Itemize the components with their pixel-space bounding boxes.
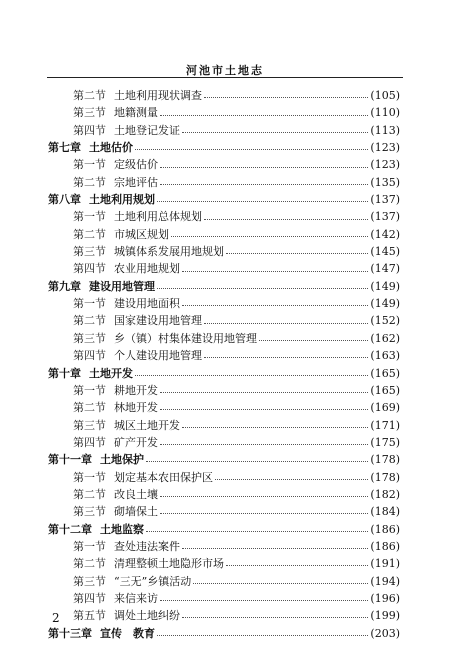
page-reference: (194) — [370, 574, 400, 588]
section-title: 个人建设用地管理 — [114, 349, 202, 363]
dot-leader — [160, 444, 368, 445]
toc-section-entry — [48, 330, 400, 347]
section-number: 第一节 — [73, 470, 106, 484]
page-reference: (175) — [370, 435, 400, 449]
toc-section-entry — [48, 607, 400, 624]
dot-leader — [146, 461, 368, 462]
dot-leader — [182, 132, 368, 133]
dot-leader — [135, 149, 368, 150]
chapter-title: 土地开发 — [89, 366, 133, 380]
dot-leader — [157, 635, 368, 636]
toc-section-entry — [48, 226, 400, 243]
section-number: 第四节 — [73, 349, 106, 363]
section-title: 城区土地开发 — [114, 418, 180, 432]
page-reference: (178) — [370, 453, 400, 467]
dot-leader — [226, 253, 368, 254]
section-title: 砌墙保土 — [114, 505, 158, 519]
section-title: 市城区规划 — [114, 227, 169, 241]
page-reference: (142) — [370, 227, 400, 241]
section-title: 城镇体系发展用地规划 — [114, 245, 224, 259]
page-reference: (137) — [370, 210, 400, 224]
toc-section-entry — [48, 434, 400, 451]
section-number: 第五节 — [73, 609, 106, 623]
page-number: 2 — [52, 611, 60, 625]
dot-leader — [146, 531, 368, 532]
toc-section-entry — [48, 174, 400, 191]
page-reference: (123) — [370, 141, 400, 155]
section-number: 第三节 — [73, 245, 106, 259]
chapter-title: 建设用地管理 — [89, 279, 155, 293]
section-number: 第二节 — [73, 401, 106, 415]
page-reference: (196) — [370, 591, 400, 605]
dot-leader — [135, 375, 368, 376]
dot-leader — [204, 323, 368, 324]
section-number: 第二节 — [73, 89, 106, 102]
header-rule — [47, 77, 403, 78]
dot-leader — [204, 219, 368, 220]
dot-leader — [160, 600, 368, 601]
section-title: 乡（镇）村集体建设用地管理 — [114, 331, 257, 345]
page-reference: (186) — [370, 522, 400, 536]
section-title: 建设用地面积 — [114, 297, 180, 311]
toc-section-entry — [48, 122, 400, 139]
page-reference: (203) — [370, 626, 400, 640]
chapter-number: 第十二章 — [48, 522, 92, 536]
page-reference: (178) — [370, 470, 400, 484]
toc-section-entry — [48, 312, 400, 329]
toc-section-entry — [48, 486, 400, 503]
toc-section-entry — [48, 208, 400, 225]
section-title: 调处土地纠纷 — [114, 609, 180, 623]
page-reference: (171) — [370, 418, 400, 432]
toc-section-entry — [48, 590, 400, 607]
toc-section-entry — [48, 417, 400, 434]
dot-leader — [182, 305, 368, 306]
toc-section-entry — [48, 538, 400, 555]
section-title: 林地开发 — [114, 401, 158, 415]
section-title: 宗地评估 — [114, 175, 158, 189]
dot-leader — [182, 271, 368, 272]
page-reference: (149) — [370, 297, 400, 311]
toc-section-entry — [48, 156, 400, 173]
chapter-number: 第十一章 — [48, 453, 92, 467]
page-reference: (123) — [370, 158, 400, 172]
dot-leader — [160, 409, 368, 410]
toc-section-entry — [48, 573, 400, 590]
toc-section-entry — [48, 555, 400, 572]
dot-leader — [259, 340, 368, 341]
dot-leader — [215, 479, 368, 480]
page-reference: (162) — [370, 331, 400, 345]
section-number: 第二节 — [73, 557, 106, 571]
dot-leader — [182, 548, 368, 549]
table-of-contents — [48, 87, 400, 642]
dot-leader — [204, 357, 368, 358]
dot-leader — [160, 115, 368, 116]
page-reference: (182) — [370, 487, 400, 501]
section-number: 第一节 — [73, 539, 106, 553]
section-title: 来信来访 — [114, 591, 158, 605]
page-reference: (165) — [370, 366, 400, 380]
chapter-number: 第十章 — [48, 366, 81, 380]
section-number: 第三节 — [73, 505, 106, 519]
dot-leader — [160, 513, 368, 514]
dot-leader — [157, 288, 368, 289]
page-reference: (137) — [370, 193, 400, 207]
toc-section-entry — [48, 382, 400, 399]
dot-leader — [226, 565, 368, 566]
dot-leader — [160, 392, 368, 393]
section-title: 土地利用总体规划 — [114, 210, 202, 224]
chapter-title: 土地监察 — [100, 522, 144, 536]
dot-leader — [182, 427, 368, 428]
section-number: 第一节 — [73, 210, 106, 224]
page-reference: (113) — [370, 123, 400, 137]
toc-section-entry — [48, 399, 400, 416]
section-number: 第四节 — [73, 123, 106, 137]
page-reference: (152) — [370, 314, 400, 328]
page-reference: (110) — [370, 106, 400, 120]
section-number: 第三节 — [73, 574, 106, 588]
section-number: 第三节 — [73, 106, 106, 120]
section-number: 第一节 — [73, 383, 106, 397]
dot-leader — [193, 583, 368, 584]
section-number: 第三节 — [73, 331, 106, 345]
chapter-title: 土地利用规划 — [89, 193, 155, 207]
section-title: 定级估价 — [114, 158, 158, 172]
toc-section-entry — [48, 260, 400, 277]
toc-chapter-entry — [48, 278, 400, 295]
toc-chapter-entry — [48, 451, 400, 468]
section-title: 土地利用现状调查 — [114, 89, 202, 102]
section-title: 土地登记发证 — [114, 123, 180, 137]
section-number: 第一节 — [73, 158, 106, 172]
toc-chapter-entry — [48, 625, 400, 642]
section-title: 改良土壤 — [114, 487, 158, 501]
page-reference: (169) — [370, 401, 400, 415]
page-reference: (105) — [370, 89, 400, 102]
chapter-title: 土地保护 — [100, 453, 144, 467]
dot-leader — [160, 167, 368, 168]
dot-leader — [204, 97, 368, 98]
section-title: 划定基本农田保护区 — [114, 470, 213, 484]
page-reference: (163) — [370, 349, 400, 363]
section-number: 第二节 — [73, 227, 106, 241]
page-reference: (199) — [370, 609, 400, 623]
toc-section-entry — [48, 347, 400, 364]
page-reference: (147) — [370, 262, 400, 276]
toc-section-entry — [48, 104, 400, 121]
section-title: “三无”乡镇活动 — [114, 574, 192, 588]
section-number: 第四节 — [73, 262, 106, 276]
chapter-title: 宣传 教育 — [100, 626, 155, 640]
page-reference: (165) — [370, 383, 400, 397]
section-title: 国家建设用地管理 — [114, 314, 202, 328]
toc-chapter-entry — [48, 139, 400, 156]
section-title: 查处违法案件 — [114, 539, 180, 553]
page-reference: (191) — [370, 557, 400, 571]
section-number: 第四节 — [73, 591, 106, 605]
dot-leader — [160, 184, 368, 185]
toc-chapter-entry — [48, 521, 400, 538]
toc-section-entry — [48, 503, 400, 520]
toc-section-entry — [48, 87, 400, 104]
toc-chapter-entry — [48, 191, 400, 208]
chapter-number: 第七章 — [48, 141, 81, 155]
page-reference: (149) — [370, 279, 400, 293]
chapter-number: 第九章 — [48, 279, 81, 293]
section-title: 清理整顿土地隐形市场 — [114, 557, 224, 571]
toc-section-entry — [48, 469, 400, 486]
section-number: 第三节 — [73, 418, 106, 432]
section-number: 第二节 — [73, 175, 106, 189]
section-title: 耕地开发 — [114, 383, 158, 397]
dot-leader — [182, 617, 368, 618]
chapter-title: 土地估价 — [89, 141, 133, 155]
page-reference: (186) — [370, 539, 400, 553]
chapter-number: 第十三章 — [48, 626, 92, 640]
toc-section-entry — [48, 295, 400, 312]
section-number: 第四节 — [73, 435, 106, 449]
dot-leader — [157, 201, 368, 202]
section-number: 第一节 — [73, 297, 106, 311]
toc-chapter-entry — [48, 365, 400, 382]
chapter-number: 第八章 — [48, 193, 81, 207]
section-title: 矿产开发 — [114, 435, 158, 449]
toc-section-entry — [48, 243, 400, 260]
page-reference: (135) — [370, 175, 400, 189]
running-header-title: 河池市土地志 — [186, 64, 264, 77]
section-title: 地籍测量 — [114, 106, 158, 120]
section-number: 第二节 — [73, 314, 106, 328]
section-title: 农业用地规划 — [114, 262, 180, 276]
dot-leader — [160, 496, 368, 497]
page-reference: (184) — [370, 505, 400, 519]
dot-leader — [171, 236, 368, 237]
page-reference: (145) — [370, 245, 400, 259]
section-number: 第二节 — [73, 487, 106, 501]
